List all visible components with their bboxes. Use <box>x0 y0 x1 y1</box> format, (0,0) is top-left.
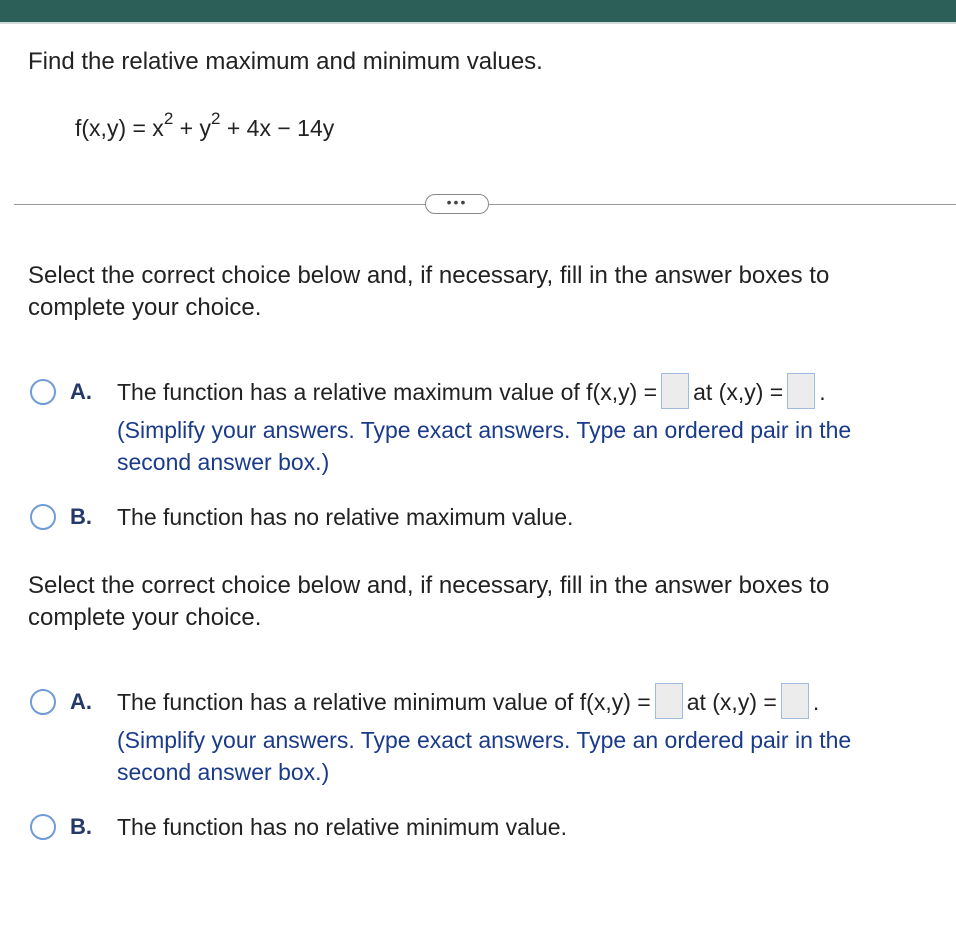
header-divider <box>0 22 956 24</box>
max-point-answer-box[interactable] <box>787 373 815 409</box>
formula-mid: + y <box>173 115 211 141</box>
min-choice-a-text-middle: at (x,y) = <box>686 689 777 715</box>
max-value-answer-box[interactable] <box>661 373 689 409</box>
min-choice-a-text-before: The function has a relative minimum value of f(x,y) = <box>117 689 651 715</box>
min-choice-a-radio[interactable] <box>30 689 56 715</box>
formula-exponent-y: 2 <box>211 109 221 129</box>
min-choice-a-hint: (Simplify your answers. Type exact answers. Type an ordered pair in the second answer box.) <box>117 727 852 785</box>
min-instruction: Select the correct choice below and, if necessary, fill in the answer boxes to complete your choice. <box>28 572 830 631</box>
formula-lhs: f(x,y) = x <box>75 115 164 141</box>
max-choice-a-text-after: . <box>819 379 826 405</box>
min-choice-b-text: The function has no relative minimum value. <box>117 814 567 840</box>
max-choice-a-radio[interactable] <box>30 379 56 405</box>
max-choice-b-letter: B. <box>70 504 92 529</box>
min-choice-b-radio[interactable] <box>30 814 56 840</box>
min-choice-a-text-after: . <box>812 689 820 715</box>
min-choice-a-text <box>117 688 819 719</box>
max-choice-a-text-middle: at (x,y) = <box>693 379 784 405</box>
question-prompt: Find the relative maximum and minimum values. <box>28 48 543 75</box>
max-choice-a-letter: A. <box>70 379 92 404</box>
max-choice-b-radio[interactable] <box>30 504 56 530</box>
formula-exponent-x: 2 <box>163 109 174 129</box>
max-choice-a-text <box>117 378 826 409</box>
min-choice-a-letter: A. <box>70 689 92 714</box>
function-formula <box>75 110 334 146</box>
min-value-answer-box[interactable] <box>655 683 683 719</box>
max-choice-a-hint: (Simplify your answers. Type exact answers. Type an ordered pair in the second answer box.) <box>117 417 852 475</box>
formula-rest: + 4x − 14y <box>220 115 335 141</box>
min-point-answer-box[interactable] <box>781 683 809 719</box>
max-instruction: Select the correct choice below and, if necessary, fill in the answer boxes to complete your choice. <box>28 262 830 321</box>
more-options-button[interactable]: ••• <box>425 194 489 214</box>
min-choice-b-letter: B. <box>70 814 92 839</box>
max-choice-b-text: The function has no relative maximum value. <box>117 504 574 530</box>
top-header-bar <box>0 0 956 22</box>
max-choice-a-text-before: The function has a relative maximum value of f(x,y) = <box>117 379 658 405</box>
